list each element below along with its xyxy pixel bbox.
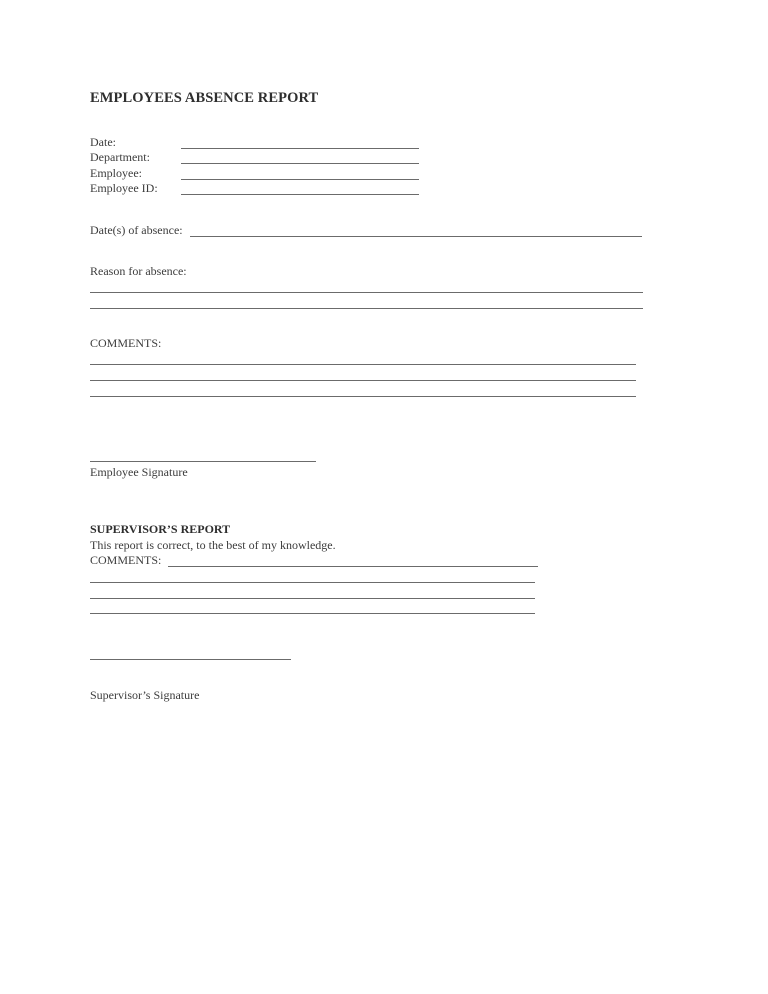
reason-line-2[interactable] [90, 308, 643, 309]
comments-label: COMMENTS: [90, 336, 162, 350]
supervisor-comments-line-1[interactable] [168, 566, 538, 567]
reason-label: Reason for absence: [90, 264, 187, 278]
supervisor-report-heading: SUPERVISOR’S REPORT [90, 522, 231, 536]
supervisor-comments-label: COMMENTS: [90, 553, 162, 567]
supervisor-comments-line-4[interactable] [90, 613, 535, 614]
employee-signature-label: Employee Signature [90, 465, 188, 479]
supervisor-signature-line[interactable] [90, 659, 291, 660]
employee-id-field[interactable] [181, 194, 419, 195]
department-field[interactable] [181, 163, 419, 164]
department-label: Department: [90, 150, 150, 164]
reason-line-1[interactable] [90, 292, 643, 293]
page-title: EMPLOYEES ABSENCE REPORT [90, 90, 319, 106]
dates-of-absence-label: Date(s) of absence: [90, 223, 183, 237]
supervisor-comments-line-3[interactable] [90, 598, 535, 599]
comments-line-1[interactable] [90, 364, 636, 365]
employee-field[interactable] [181, 179, 419, 180]
comments-line-3[interactable] [90, 396, 636, 397]
supervisor-statement: This report is correct, to the best of my knowledge. [90, 538, 336, 552]
dates-of-absence-field[interactable] [190, 236, 642, 237]
employee-signature-line[interactable] [90, 461, 316, 462]
employee-label: Employee: [90, 166, 142, 180]
comments-line-2[interactable] [90, 380, 636, 381]
supervisor-signature-label: Supervisor’s Signature [90, 688, 200, 702]
supervisor-comments-line-2[interactable] [90, 582, 535, 583]
employee-id-label: Employee ID: [90, 181, 158, 195]
date-field[interactable] [181, 148, 419, 149]
date-label: Date: [90, 135, 116, 149]
